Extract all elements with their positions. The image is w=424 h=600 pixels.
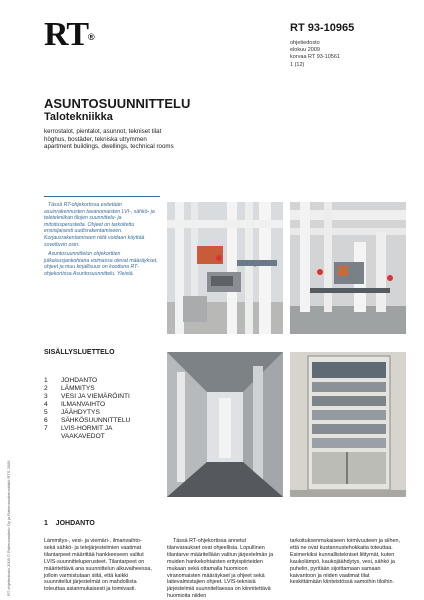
toc-item[interactable] (44, 409, 130, 417)
toc-item-number: 4 (44, 401, 48, 408)
toc-item-label: JOHDANTO (61, 377, 98, 384)
toc-list (44, 377, 130, 441)
toc-item[interactable] (44, 433, 130, 441)
page-title: ASUNTOSUUNNITTELU (44, 96, 191, 111)
body-column-1: Lämmitys-, vesi- ja viemäri-, ilmanvaihto- sekä sähkö- ja telejärjestelmien vaatimat tilantarpeet määrittää hankkeeseen valitut LVIS-suunnitteluperusteet. Tilantarpeet on määritettävä ana suunnittelun alkuvaiheessa, jolloin varmistutaan siitä, että kaikki suunnitellut järjestelmät on mahdollista toteuttaa asianmukaisesti ja toimivasti. (44, 538, 152, 593)
meta-replaces: korvaa RT 93-10561 (290, 54, 340, 61)
toc-item-number: 7 (44, 425, 48, 432)
toc-item-number: 1 (44, 377, 48, 384)
toc-item[interactable] (44, 385, 130, 393)
meta-type: ohjetiedosto (290, 40, 320, 46)
photo-pipe-room (167, 202, 283, 334)
toc-item[interactable] (44, 425, 130, 433)
toc-item-number: 2 (44, 385, 48, 392)
photo-electrical-cabinet (290, 352, 406, 497)
toc-item-number (44, 433, 61, 441)
copyright-sidebar: RT ohjetiedosto 2009 © Rakennustieto Oy ja Rakennustietosäätiö RTS 2009 (6, 460, 11, 596)
intro-box (44, 196, 160, 281)
toc-item-label: SÄHKÖSUUNNITTELU (61, 417, 131, 424)
rt-logo (44, 18, 94, 52)
toc-item-number: 3 (44, 393, 48, 400)
registered-mark: ® (88, 32, 94, 42)
page-subtitle: Talotekniikka (44, 111, 113, 123)
meta-date: elokuu 2009 (290, 47, 320, 54)
keywords-fi: kerrostalot, pientalot, asunnot, tekniset tilat (44, 128, 162, 135)
card-meta (290, 40, 340, 69)
section-heading-johdanto: 1 JOHDANTO (44, 520, 95, 527)
toc-item-number: 6 (44, 417, 48, 424)
toc-item-label: ILMANVAIHTO (61, 401, 106, 408)
toc-item-number: 5 (44, 409, 48, 416)
toc-item-label: JÄÄHDYTYS (61, 409, 100, 416)
intro-paragraph-2: Asuntosuunnittelun ohjekorttien julkaisusjankohtana voimassa olevat määräykset, ohjeet ja muu kirjallisuus on koottuna RT-ohjekortissa Asuntosuunnittelu. Yleistä. (44, 251, 158, 277)
toc-item[interactable] (44, 401, 130, 409)
keywords (44, 128, 244, 151)
photo-service-shaft (167, 352, 283, 497)
intro-paragraph-1: Tässä RT-ohjekortissa esitetään asuinrakennusten tavanomaisten LVI-, sähkö- ja teletekniikan tilojen suunnittelu- ja mitoitusperusteita. Ohjeet on tarkoitettu ensisijaisesti uudisrakentamiseen. Korjausrakentamiseen niitä voidaan käyttää soveltuvin osin. (44, 202, 155, 248)
toc-item-label: LÄMMITYS (61, 385, 95, 392)
photo-insulated-pipes (290, 202, 406, 334)
toc-heading: SISÄLLYSLUETTELO (44, 349, 115, 356)
toc-item[interactable] (44, 377, 130, 385)
logo-text: RT (44, 16, 89, 53)
body-column-2: Tässä RT-ohjekortissa annetut tilanvaraukset ovat ohjeellisia. Lopullinen tilantarve määritellään valitun järjestelmän ja muiden hankekohtaisten erityispiirteiden mukaan sekä ottamalla huomioon viranomaisten määräykset ja ohjeet sekä laitevalmistajien ohjeet. LVIS-teknisiä järjestelmiä suunniteltaessa on kiinnitettävä huomioita niiden (167, 538, 274, 600)
body-column-3: tarkoituksenmukaiseen toimivuuteen ja siihen, että ne ovat kustannustehokkaita toteuttaa. Esimerkiksi kunnallistekniset liittymät, kuten kaukolämpö, kaukojäähdytys, vesi, sähkö ja puhelin, pyritään sijoittamaan samaan kaivantoon ja niiden vaatimat tilat keskittämään kiinteistössä samoihin tiloihin. (290, 538, 400, 586)
keywords-sv: höghus, bostäder, tekniska utrymmen (44, 135, 147, 143)
toc-item-label: VESI JA VIEMÄRÖINTI (61, 393, 130, 400)
meta-pages: 1 (12) (290, 61, 305, 68)
keywords-en: apartment buildings, dwellings, technical rooms (44, 143, 174, 151)
toc-item-label: LVIS-HORMIT JA (61, 425, 113, 432)
toc-item[interactable] (44, 417, 130, 425)
toc-item[interactable] (44, 393, 130, 401)
card-code: RT 93-10965 (290, 22, 355, 34)
toc-item-label: VAAKAVEDOT (61, 433, 105, 440)
